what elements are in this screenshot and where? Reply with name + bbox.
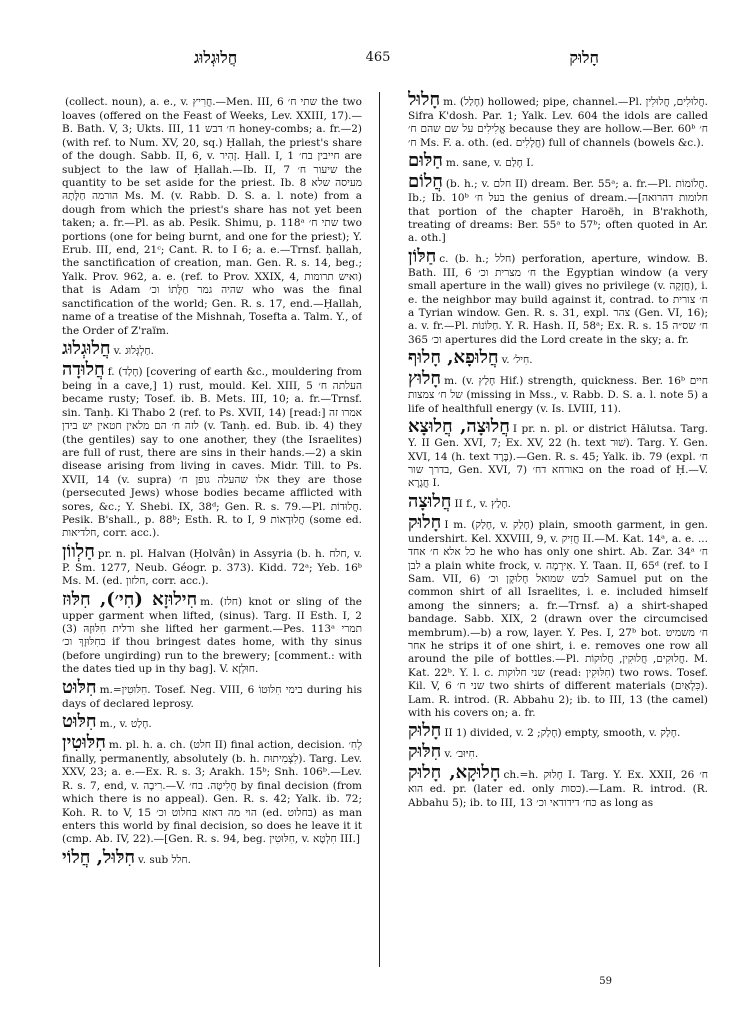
entry-headword: חֲלוֹם xyxy=(408,171,443,193)
entry-headword: חֲלוּגְלוּג xyxy=(62,337,111,359)
entry-text: f. (חָלַד) [covering of earth &c., mouldering from being in a cave,] 1) rust, mould. Kel. XIII, 5 העלתה ח׳ became rusty; Tosef. ib. B. Mets. III, 10; a. fr.—Trnsf. sin. Tanḥ. Ki Thabo 2 (ref. to Ps. XVII, 14) [read:] אמרו זה לזה ח׳ הם מלאין חטאין יש בידן (v. Tanḥ. ed. Bub. ib. 4) they (the gentiles) say to one another, they (the Israelites) are full of rust, there are sins in their hands.—2) a skin disease arising from living in caves. Midr. Till. to Ps. XVII, 14 (v. supra) אלו שהעלה גופן ח׳ they are those (persecuted Jews) whose bodies became afflicted with sores, &c.; Y. Shebi. IX, 38ᵈ; Gen. R. s. 79.—Pl. חֲלוּדוֹת. Pesik. B'shall., p. 88ᵇ; Esth. R. to I, 9 חֲלוּדָאוֹת (some ed. חלדיאות, corr. acc.). xyxy=(62,365,362,540)
entry-headword: חִלּוּק xyxy=(408,741,442,763)
entry-headword: חִלּוּט xyxy=(62,676,97,698)
left-catchword: חֲלוּגְלוּג xyxy=(194,48,238,67)
dictionary-entry xyxy=(62,848,362,868)
entry-headword: חַלּוֹן xyxy=(408,245,437,267)
dictionary-entry xyxy=(62,90,362,338)
dictionary-entry xyxy=(408,721,708,741)
dictionary-entry xyxy=(408,348,708,368)
entry-text: I pr. n. pl. or district Hălutsa. Targ. Y. II Gen. XVI, 7; Ex. XV, 22 (h. text שׁוּר). Targ. Y. Gen. XVI, 14 (h. text בֶּרֶד).—Gen. R. s. 45; Yalk. ib. 79 (expl. ח׳ בדרך שור, Gen. XVI, 7) באורחא דח׳ on the road of Ḥ.—V. חֲגָרָא I. xyxy=(408,423,708,490)
entry-text: (collect. noun), a. e., v. חֲרִיץ.—Men. III, 6 שתי ח׳ the two loaves (offered on the Feast of Weeks, Lev. XXIII, 17).—B. Bath. V, 3; Ukts. III, 11 ח׳ דבש honey-combs; a. fr.—2) (with ref. to Num. XV, 20, sq.) Ḥallah, the priest's share of the dough. Sabb. II, 6, v. זָהִיר. Ḥall. I, 1 חייבין בח׳ are subject to the law of Ḥallah.—Ib. II, 7 שיעור ח׳ the quantity to be set aside for the priest. Ib. 8 מעיסה שלא הורמה חַלָּתָהּ Ms. M. (v. Rabb. D. S. a. l. note) from a dough from which the priest's share has not yet been taken; a. fr.—Pl. as ab. Pesik. Shimu, p. 118ᵃ שתי ח׳ two portions (one for being burnt, and one for the priest); Y. Erub. III, end, 21ᶜ; Cant. R. to I 6; a. e.—Trnsf. ḥallah, the sanctification of creation, man. Gen. R. s. 14, beg.; Yalk. Prov. 962, a. e. (ref. to Prov. XXIX, 4, ואיש תרומות) that is Adam שהיה גמר חַלָּתוֹ וכ׳ who was the final sanctification of the world; Gen. R. s. 17, end.—Ḥallah, name of a treatise of the Mishnah, Tosefta a. Talm. Y., of the Order of Z'raïm. xyxy=(62,96,362,337)
right-column xyxy=(408,90,708,970)
entry-text: I m. (חָלַק, v. חָלַק) plain, smooth garment, in gen. undershirt. Kel. XXVIII, 9, v. חֲזִיק II.—M. Kat. 14ᵃ, a. e. ... כל אלא ח׳ אחד he who has only one shirt. Ab. Zar. 34ᵃ ח׳ לבן a plain white frock, v. אִירָמָה. Y. Taan. II, 65ᵈ (ref. to I Sam. VII, 6) לבש שמואל חָלוּקָן וכ׳ Samuel put on the common shirt of all Israelites, i. e. included himself among the sinners; a. fr.—Trnsf. a) a shirt-shaped bandage. Sabb. XIX, 2 (drawn over the circumcised membrum).—b) a row, layer. Y. Pes. I, 27ᵇ bot. ח׳ משמיט אחר he strips it of one shirt, i. e. removes one row all around the pile of bottles.—Pl. חֲלוּקִים, חֲלוּקִין, חֲלוּקוֹת. M. Kat. 22ᵇ. Y. l. c. שני חלוקות (read: חִלּוּקִין) two rows. Tosef. Kil. V, 6 שני ח׳ two shirts of different materials (כִּלְאַיִם). Lam. R. introd. (R. Abbahu 2); ib. to III, 13 (the camel) with his covers on; a. fr. xyxy=(408,518,708,719)
entry-headword: חָלוּל xyxy=(408,90,441,110)
running-header xyxy=(62,48,694,74)
entry-text: v. חִיל׳. xyxy=(501,354,533,367)
dictionary-entry xyxy=(62,678,362,711)
dictionary-entry xyxy=(62,733,362,847)
dictionary-entry xyxy=(408,247,708,347)
entry-text: v. sub חלל. xyxy=(138,853,191,866)
entry-headword: חָלוּק xyxy=(408,720,442,742)
entry-text: pr. n. pl. Halvan (Ḥolvân) in Assyria (b. h. חלח, v. P. Sm. 1277, Neub. Géogr. p. 373). Kidd. 72ᵃ; Yeb. 16ᵇ Ms. M. (ed. חלזון, corr. acc.). xyxy=(62,547,362,588)
entry-text: (b. h.; v. חלם II) dream. Ber. 55ᵃ; a. fr.—Pl. חֲלוֹמוֹת. Ib.; Ib. 10ᵇ בעל ח׳ the genius of dream.—[חלומות דהרואה that portion of the chapter Haroëh, in B'rakhoth, treating of dreams: Ber. 55ᵃ to 57ᵇ; often quoted in Ar. a. oth.] xyxy=(408,178,708,245)
entry-headword: חָלוּק xyxy=(408,511,442,533)
entry-text: c. (b. h.; חלל) perforation, aperture, window. B. Bath. III, 6 ח׳ מצרית וכ׳ the Egyptian window (a very small aperture in the wall) gives no privilege (v. חֲזָקָה), i. e. the neighbor may build against it, contrad. to ח׳ צורית a Tyrian window. Gen. R. s. 31, expl. צהר (Gen. VI, 16); a. v. fr.—Pl. חַלּוֹנוֹת. Y. R. Hash. II, 58ᵃ; Ex. R. s. 15 ח׳ שס״ה וכ׳ 365 apertures did the Lord create in the sky; a. fr. xyxy=(408,252,708,346)
entry-text: m.=חִלּוּטִין. Tosef. Neg. VIII, 6 בימי חִלּוּטוֹ during his days of declared leprosy. xyxy=(62,683,362,710)
dictionary-entry xyxy=(62,360,362,541)
entry-headword: חֲלוּדָה xyxy=(62,358,105,380)
entry-text: m. (חָלַל) hollowed; pipe, channel.—Pl. חֲלוּלִים, חֲלוּלִין. Sifra K'dosh. Par. 1; Yalk. Lev. 604 the idols are called אֱלִילִים על שם שהם ח׳ because they are hollow.—Ber. 60ᵇ ח׳ ח׳ Ms. F. a. oth. (ed. חֲלָלִים) full of channels (bowels &c.). xyxy=(408,96,708,149)
entry-text: m. sane, v. חָלַם I. xyxy=(445,157,534,170)
entry-headword: חַלְווֹן xyxy=(62,540,95,562)
entry-headword: חֲלוּפָא, חָלוּף xyxy=(408,347,499,369)
entry-text: m. pl. h. a. ch. (חלט II) final action, decision. לְחִ׳ finally, permanently, absolutely (b. h. לִצְמִיתוּת). Targ. Lev. XXV, 23; a. e.—Ex. R. s. 3; Arakh. 15ᵇ; Snh. 106ᵇ.—Lev. R. s. 7, end, v. רִיבָה.—V. חֲלִיטָה. בח׳ by final decision (from which there is no appeal). Gen. R. s. 42; Yalk. ib. 72; Koh. R. to V, 15 הוי מה דאזא בחלוט וכ׳ (ed. בחלוט) as man enters this world by final decision, so does he leave it it (cmp. Ab. IV, 22).—[Gen. R. s. 94, beg. חִלּוּטִין, v. חִלְטָא III.] xyxy=(62,739,362,846)
entry-headword: חִלּוּט xyxy=(62,711,97,733)
entry-headword: חָלוּץ xyxy=(408,368,442,390)
dictionary-entry xyxy=(408,492,708,512)
entry-text: v. חִיּוּב׳. xyxy=(444,748,479,761)
entry-text: m., v. חָלַט. xyxy=(99,718,152,731)
dictionary-entry xyxy=(62,542,362,589)
entry-text: m. (חלז) knot or sling of the upper garment when lifted, (sinus). Targ. II Esth. I, 2 (3) ודלית חִלּוּזָהּ she lifted her garment.—Pes. 113ᵃ תמרי בחִלּוּזָךְ וכ׳ if thou bringest dates home, with thy sinus (before ungirding) run to the brewery; [comment.: with the dates tied up in thy bag]. V. חוּלְזָא. xyxy=(62,595,362,676)
entry-headword: חִלּוּטִין xyxy=(62,732,106,754)
right-catchword: חָלוּק xyxy=(569,48,599,67)
dictionary-entry xyxy=(62,339,362,359)
dictionary-entry xyxy=(408,417,708,491)
entry-text: II f., v. חָלַץ. xyxy=(454,497,511,510)
dictionary-entry xyxy=(408,742,708,762)
dictionary-entry xyxy=(408,763,708,810)
entry-headword: חִלּוּל, חֲלוֹי xyxy=(62,846,136,868)
column-divider xyxy=(379,92,380,967)
entry-text: v. חַלְגְּלוּג. xyxy=(113,344,154,357)
entry-text: ch.=h. חָלוּק I. Targ. Y. Ex. XXII, 26 ח׳ הוא ed. pr. (later ed. only כסות).—Lam. R. introd. (R. Abbahu 5); ib. to III, 13 כח׳ דידודאי וכ׳ as long as xyxy=(408,769,708,809)
dictionary-entry xyxy=(408,172,708,246)
entry-headword: חַלּוּם xyxy=(408,150,443,172)
page-number: 465 xyxy=(365,50,391,65)
entry-text: II 1) divided, v. חָלַק; 2) empty, smooth, v. חָלַק. xyxy=(444,727,681,740)
entry-headword: חִילוּזָא (חִי׳), חִלּוּז xyxy=(62,588,198,610)
signature-mark: 59 xyxy=(599,976,612,987)
dictionary-entry xyxy=(408,369,708,416)
dictionary-entry xyxy=(408,151,708,171)
dictionary-entry xyxy=(62,590,362,677)
entry-headword: חָלוּקָא, חָלוּק xyxy=(408,762,501,784)
entry-text: m. (v. חָלַץ Hif.) strength, quickness. Ber. 16ᵇ חיים של ח׳ צמצות (missing in Mss., v. Rabb. D. S. a. l. note 5) a life of healthfull energy (v. Is. LVIII, 11). xyxy=(408,375,708,415)
dictionary-entry xyxy=(62,712,362,732)
dictionary-entry xyxy=(408,513,708,721)
dictionary-entry xyxy=(408,90,708,150)
left-column xyxy=(62,90,362,970)
entry-headword: חֲלוּצָה, חֲלוּצָא xyxy=(408,416,510,438)
entry-headword: חֲלוּצָה xyxy=(408,490,452,512)
